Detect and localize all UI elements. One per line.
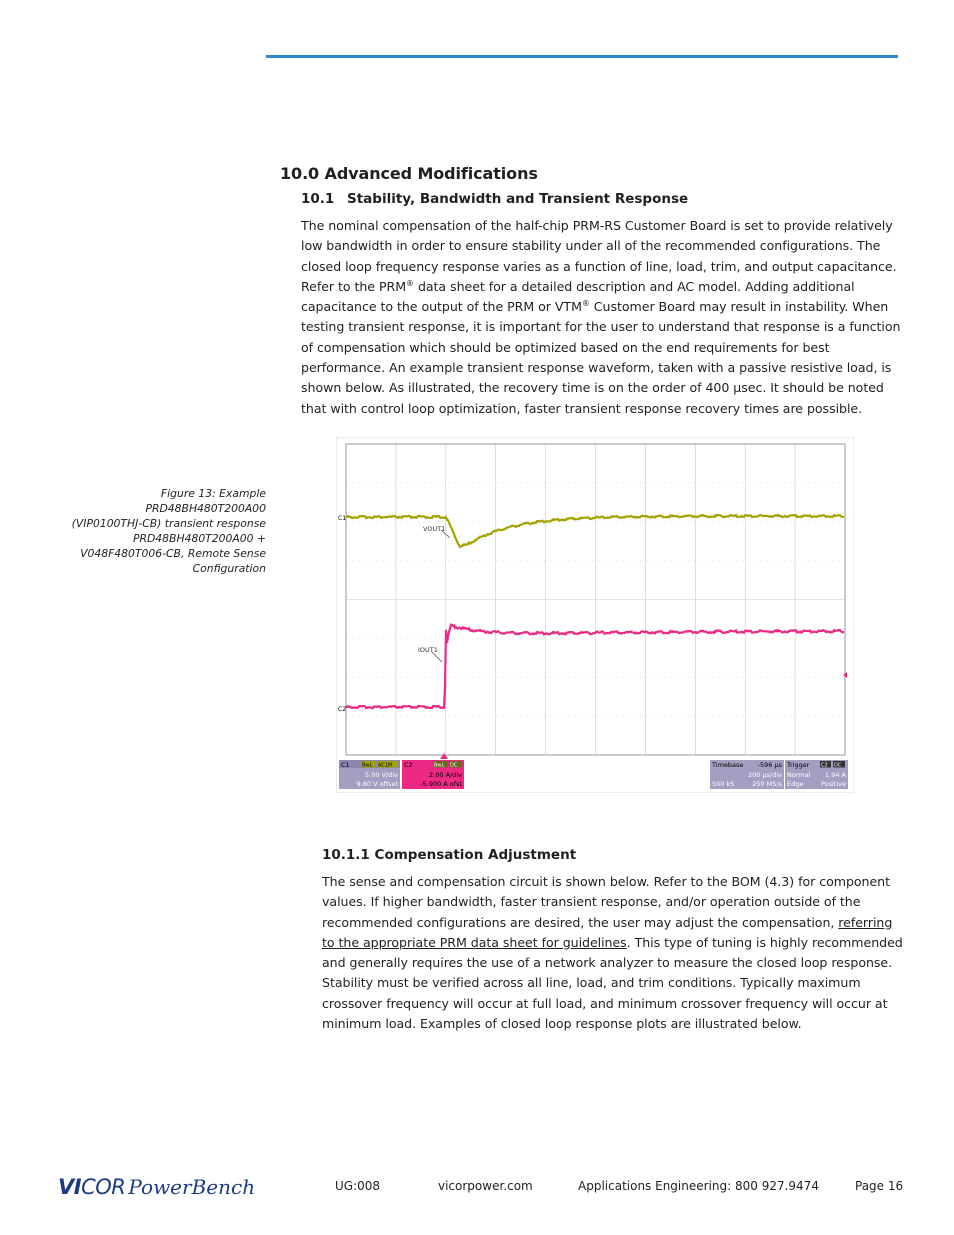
para1-text-c: Customer Board may result in instability. When testing transient response, it is important for the user to understand that response is a function of compensation which should be optimized based on the end requirements for best performance. An example transient response waveform, taken with a passive resistive load, is shown below. As illustrated, the recovery time is on the order of 400 µsec. It should be noted that with control loop optimization, faster transient response recovery times are possible. [301, 299, 901, 416]
c2-offset: -5.900 A ofst [420, 780, 462, 788]
trigger-level: 1.94 A [825, 771, 846, 779]
caption-line: Configuration [192, 562, 266, 575]
iout-label: IOUT1 [418, 646, 438, 654]
body-paragraph-1 [301, 216, 909, 419]
para1-text-b: data sheet for a detailed description and AC model. Adding additional capacitance to the output of the PRM or VTM [301, 278, 855, 315]
c1-bw-text: BwL [362, 762, 373, 769]
trigger-label: Trigger [787, 761, 810, 769]
c2-scale: 2.00 A/div [429, 771, 462, 779]
timebase-scale: 200 µs/div [748, 771, 782, 779]
footer-doc-id: UG:008 [335, 1179, 381, 1193]
timebase-label: Timebase [712, 761, 744, 769]
body-paragraph-2 [322, 872, 908, 1034]
registered-mark: ® [406, 278, 414, 288]
oscilloscope-figure [336, 437, 854, 793]
logo-cor: COR [81, 1175, 126, 1199]
footer-apps-engineering: Applications Engineering: 800 927.9474 [578, 1179, 819, 1193]
subsubsection-title: 10.1.1 Compensation Adjustment [322, 847, 577, 863]
c1-ground-marker: C1 [338, 515, 347, 522]
header-rule [266, 55, 898, 58]
vicor-powerbench-logo [58, 1175, 255, 1199]
logo-powerbench: PowerBench [128, 1175, 256, 1199]
caption-line: PRD48BH480T200A00 [145, 502, 266, 515]
timebase-delay: -596 µs [757, 761, 782, 769]
subsection-heading [301, 191, 688, 207]
logo-vi: VI [58, 1175, 82, 1199]
figure-caption [60, 486, 266, 576]
trigger-slope: Positive [820, 780, 846, 788]
caption-line: (VIP0100THJ-CB) transient response [71, 517, 266, 530]
footer-website: vicorpower.com [438, 1179, 533, 1193]
trigger-mode: Normal [787, 771, 811, 779]
c1-channel-panel [339, 760, 400, 789]
para1-text-a: The nominal compensation of the half-chip PRM-RS Customer Board is set to provide relatively low bandwidth in order to ensure stability under all of the recommended configurations. The closed loop frequency response varies as a function of line, load, trim, and output capacitance. Refer to the PRM [301, 218, 897, 294]
c1-coupling-text: AC1M [378, 762, 393, 769]
para2-text-a: The sense and compensation circuit is shown below. Refer to the BOM (4.3) for component values. If higher bandwidth, faster transient response, and/or operation outside of the recommended configurations are desired, the user may adjust the compensation, [322, 874, 891, 930]
c1-panel-name: C1 [341, 761, 350, 769]
c2-bw-text: BwL [434, 762, 445, 769]
vout-label: VOUT1 [423, 525, 446, 533]
caption-line: V048F480T006-CB, Remote Sense [80, 547, 266, 560]
timebase-rate: 250 MS/s [752, 780, 782, 788]
c2-channel-panel [402, 760, 464, 789]
trigger-panel [785, 760, 848, 789]
timebase-samples: 500 kS [712, 780, 735, 788]
registered-mark: ® [581, 299, 590, 308]
caption-line: Figure 13: Example [160, 487, 266, 500]
subsection-title: Stability, Bandwidth and Transient Response [347, 191, 689, 207]
para2-text-b: . This type of tuning is highly recommended and generally requires the use of a network analyzer to measure the closed loop response. Stability must be verified across all line, load, and trim conditions. Typically maximum crossover frequency will occur at full load, and minimum crossover frequency will occur at minimum load. Examples of closed loop response plots are illustrated below. [322, 934, 903, 1032]
footer-page-number: Page 16 [855, 1179, 904, 1193]
prm-datasheet-link[interactable]: referring to the appropriate PRM data sheet for guidelines [322, 914, 893, 950]
c1-offset: 9.80 V offset [356, 780, 398, 788]
caption-line: PRD48BH480T200A00 + [132, 532, 266, 545]
figure-border [336, 437, 854, 793]
trigger-type: Edge [787, 780, 804, 788]
c1-scale: 5.00 V/div [365, 771, 398, 779]
timebase-panel [710, 760, 784, 789]
subsection-number: 10.1 [301, 191, 335, 207]
c2-coupling-text: DC [450, 762, 458, 769]
c2-ground-marker: C2 [338, 706, 347, 713]
trigger-coupling: DC [834, 762, 842, 769]
section-title: 10.0 Advanced Modifications [280, 164, 538, 183]
c2-panel-name: C2 [404, 761, 413, 769]
trigger-source: C2 [821, 762, 828, 769]
